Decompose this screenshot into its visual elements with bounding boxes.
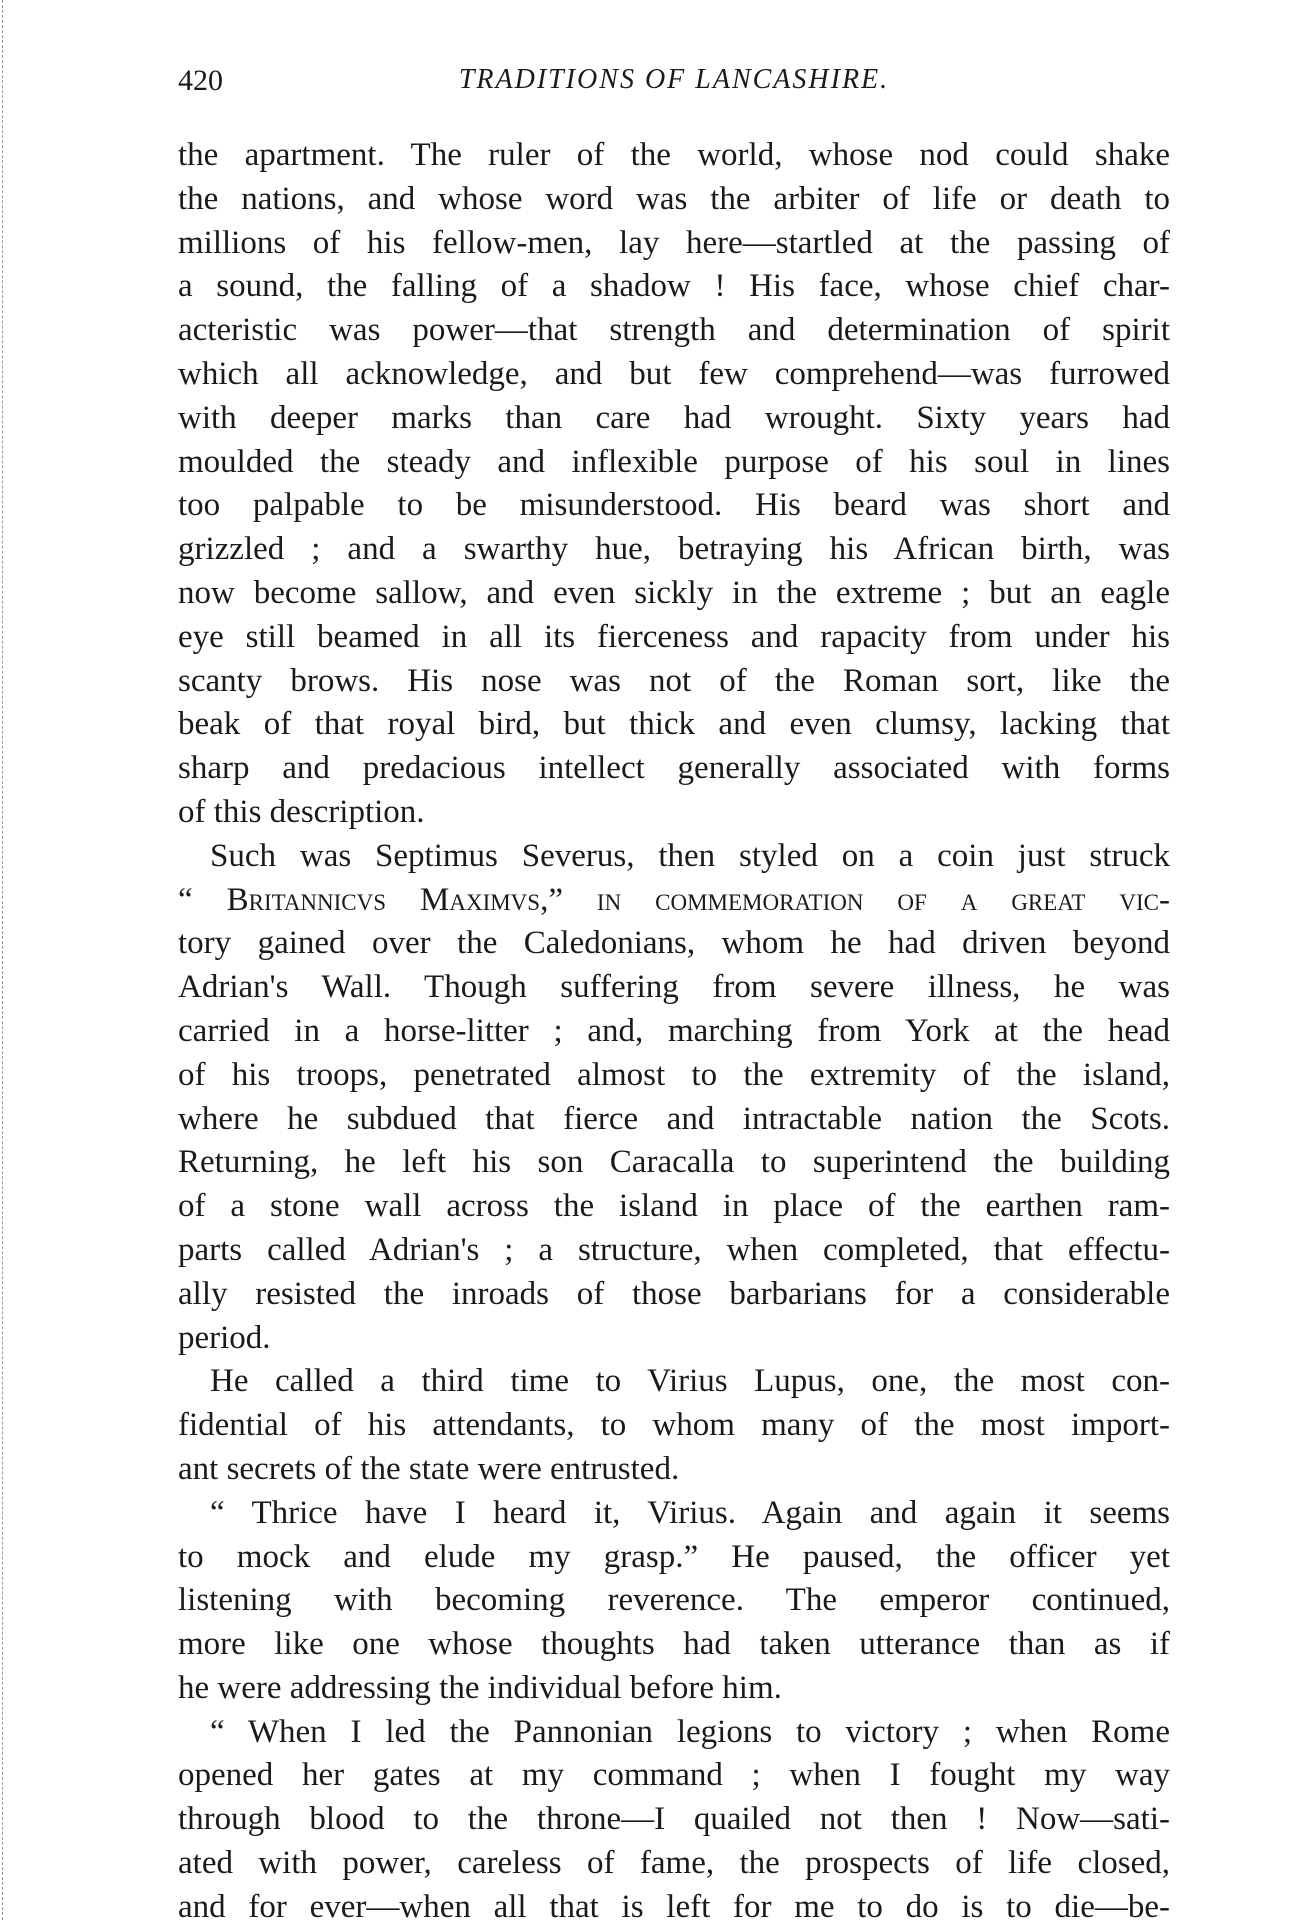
text-line: eye still beamed in all its fierceness and rapacity from under his	[178, 618, 1170, 655]
text-line: parts called Adrian's ; a structure, when completed, that effectu-	[178, 1231, 1170, 1268]
text-line: opened her gates at my command ; when I fought my way	[178, 1757, 1170, 1794]
text-line: carried in a horse-litter ; and, marching from York at the head	[178, 1012, 1170, 1049]
text-line: the apartment. The ruler of the world, whose nod could shake	[178, 137, 1170, 173]
text-line: through blood to the throne—I quailed not then ! Now—sati-	[178, 1801, 1170, 1838]
text-line: “ When I led the Pannonian legions to victory ; when Rome	[210, 1713, 1170, 1750]
text-line: which all acknowledge, and but few comprehend—was furrowed	[178, 355, 1170, 392]
text-line: Such was Septimus Severus, then styled on a coin just struck	[210, 837, 1170, 874]
text-line: listening with becoming reverence. The emperor continued,	[178, 1582, 1170, 1619]
text-line: millions of his fellow-men, lay here—startled at the passing of	[178, 224, 1170, 261]
text-line: Returning, he left his son Caracalla to superintend the building	[178, 1144, 1170, 1181]
text-line: ated with power, careless of fame, the prospects of life closed,	[178, 1845, 1170, 1882]
text-line: period.	[178, 1319, 271, 1356]
text-line: scanty brows. His nose was not of the Roman sort, like the	[178, 662, 1170, 699]
text-line: more like one whose thoughts had taken utterance than as if	[178, 1626, 1170, 1663]
running-title: TRADITIONS OF LANCASHIRE.	[458, 64, 890, 95]
text-line: of his troops, penetrated almost to the extremity of the island,	[178, 1056, 1170, 1093]
text-line: acteristic was power—that strength and determination of spirit	[178, 312, 1170, 349]
text-line: a sound, the falling of a shadow ! His face, whose chief char-	[178, 268, 1170, 305]
text-line: he were addressing the individual before him.	[178, 1669, 782, 1706]
text-line: where he subdued that fierce and intractable nation the Scots.	[178, 1100, 1170, 1137]
text-line: fidential of his attendants, to whom many of the most import-	[178, 1407, 1170, 1444]
text-line: of a stone wall across the island in place of the earthen ram-	[178, 1188, 1170, 1225]
text-line: He called a third time to Virius Lupus, one, the most con-	[210, 1363, 1170, 1400]
text-line: now become sallow, and even sickly in the extreme ; but an eagle	[178, 574, 1170, 611]
text-line: with deeper marks than care had wrought. Sixty years had	[178, 399, 1170, 436]
text-line: ant secrets of the state were entrusted.	[178, 1450, 680, 1487]
page-edge	[2, 0, 3, 1920]
text-line: ally resisted the inroads of those barbarians for a considerable	[178, 1275, 1170, 1312]
text-line: beak of that royal bird, but thick and even clumsy, lacking that	[178, 706, 1170, 743]
body-text	[178, 134, 1170, 1930]
text-line: tory gained over the Caledonians, whom he had driven beyond	[178, 925, 1170, 962]
page-number: 420	[178, 64, 223, 97]
text-line: “ Britannicvs Maximvs,” in commemoration of a great vic-	[178, 881, 1170, 918]
text-line: to mock and elude my grasp.” He paused, the officer yet	[178, 1538, 1170, 1575]
text-line: the nations, and whose word was the arbiter of life or death to	[178, 180, 1170, 217]
text-line: moulded the steady and inflexible purpose of his soul in lines	[178, 443, 1170, 480]
text-line: grizzled ; and a swarthy hue, betraying his African birth, was	[178, 531, 1170, 568]
text-line: of this description.	[178, 793, 425, 830]
text-line: “ Thrice have I heard it, Virius. Again and again it seems	[210, 1494, 1170, 1531]
text-line: too palpable to be misunderstood. His beard was short and	[178, 487, 1170, 524]
text-line: Adrian's Wall. Though suffering from severe illness, he was	[178, 969, 1170, 1006]
text-line: sharp and predacious intellect generally associated with forms	[178, 750, 1170, 787]
text-line: and for ever—when all that is left for me to do is to die—be-	[178, 1888, 1170, 1925]
